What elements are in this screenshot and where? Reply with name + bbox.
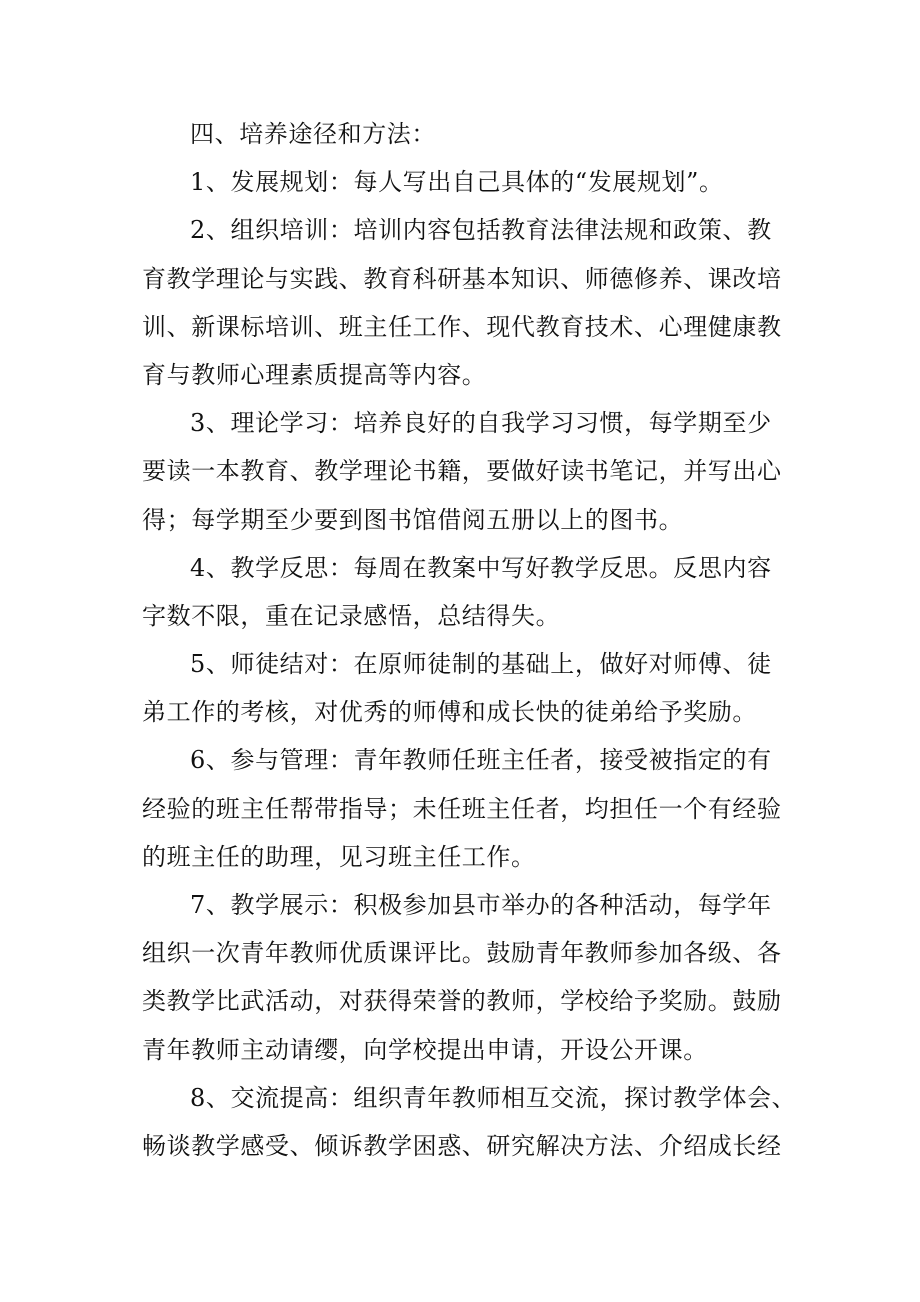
item-2-line-2: 育教学理论与实践、教育科研基本知识、师德修养、课改培: [142, 264, 782, 293]
item-7-line-2: 组织一次青年教师优质课评比。鼓励青年教师参加各级、各: [142, 939, 782, 968]
item-2-line-1: 2、组织培训：培训内容包括教育法律法规和政策、教: [190, 216, 772, 245]
item-8-line-1: 8、交流提高：组织青年教师相互交流，探讨教学体会、: [190, 1083, 797, 1112]
item-2-line-4: 育与教师心理素质提高等内容。: [142, 360, 487, 389]
item-4-line-2: 字数不限，重在记录感悟，总结得失。: [142, 601, 561, 630]
item-7-line-1: 7、教学展示：积极参加县市举办的各种活动，每学年: [190, 891, 772, 919]
item-7-line-4: 青年教师主动请缨，向学校提出申请，开设公开课。: [142, 1035, 708, 1064]
item-7-line-3: 类教学比武活动，对获得荣誉的教师，学校给予奖励。鼓励: [142, 987, 782, 1016]
item-2-line-3: 训、新课标培训、班主任工作、现代教育技术、心理健康教: [142, 312, 782, 341]
item-3-line-1: 3、理论学习：培养良好的自我学习习惯，每学期至少: [190, 409, 772, 438]
item-6-line-3: 的班主任的助理，见习班主任工作。: [142, 842, 536, 871]
item-6-line-2: 经验的班主任帮带指导；未任班主任者，均担任一个有经验: [142, 794, 782, 823]
item-8-line-2: 畅谈教学感受、倾诉教学困惑、研究解决方法、介绍成长经: [142, 1131, 782, 1160]
item-5-line-2: 弟工作的考核，对优秀的师傅和成长快的徒弟给予奖励。: [142, 698, 757, 727]
item-3-line-3: 得；每学期至少要到图书馆借阅五册以上的图书。: [142, 505, 684, 534]
document-body: [142, 110, 802, 1170]
item-1-line-1: 1、发展规划：每人写出自己具体的“发展规划”。: [190, 168, 724, 197]
item-5-line-1: 5、师徒结对：在原师徒制的基础上，做好对师傅、徒: [190, 650, 772, 679]
item-4-line-1: 4、教学反思：每周在教案中写好教学反思。反思内容: [190, 553, 772, 582]
item-6-line-1: 6、参与管理：青年教师任班主任者，接受被指定的有: [190, 746, 772, 775]
section-heading: 四、培养途径和方法：: [190, 120, 436, 148]
item-3-line-2: 要读一本教育、教学理论书籍，要做好读书笔记，并写出心: [142, 457, 782, 486]
